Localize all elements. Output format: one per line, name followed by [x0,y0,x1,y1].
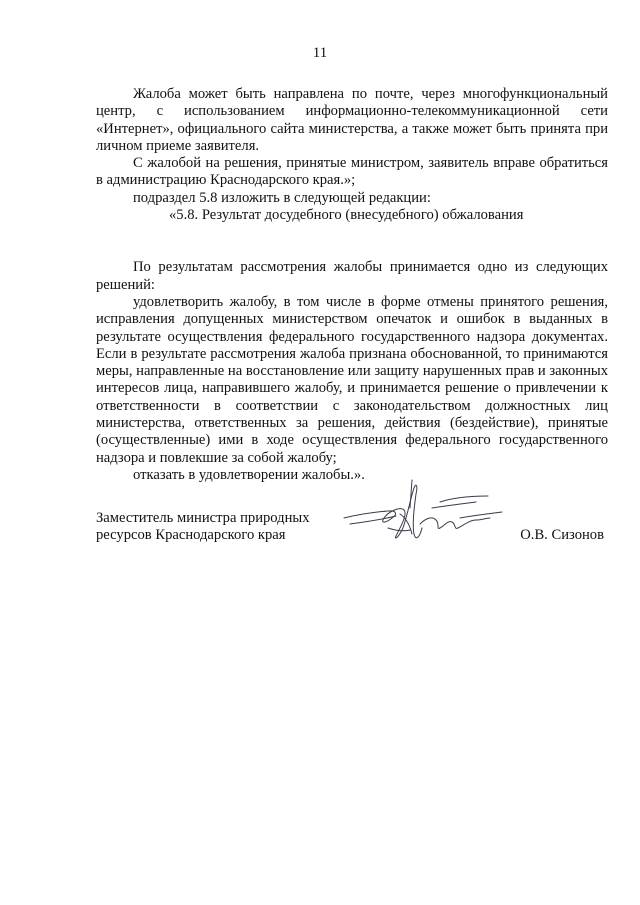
page-number: 11 [312,45,328,61]
paragraph-spacer [96,224,608,259]
paragraph-satisfy-complaint: удовлетворить жалобу, в том числе в форме отмены принятого решения, исправления допущенных министерством опечаток и ошибок в выданных в результате осуществления федерального государственного надзора документах. Если в результате рассмотрения жалоба признана обоснованной, то принимаются меры, направленные на восстановление или защиту нарушенных прав и законных интересов лица, направившего жалобу, и принимается решение о привлечении к ответственности в соответствии с законодательством должностных лиц министерства, ответственных за решения, действия (бездействие), принятые (осуществленные) ими в ходе осуществления федерального государственного надзора и повлекшие за собой жалобу; [96,293,608,466]
paragraph-subsection-instruction: подраздел 5.8 изложить в следующей редакции: [133,189,431,206]
paragraph-complaint-methods: Жалоба может быть направлена по почте, через многофункциональный центр, с использованием информационно-телекоммуникационной сети «Интернет», официального сайта министерства, а также может быть принята при личном приеме заявителя. [96,86,608,154]
paragraph-complaint-minister: С жалобой на решения, принятые министром, заявитель вправе обратиться в администрацию Краснодарского края.»; [96,155,608,189]
signatory-position [96,510,356,545]
signatory-position-line-2: ресурсов Краснодарского края [96,527,286,544]
signatory-position-line-1: Заместитель министра природных [96,510,310,526]
paragraph-decision-intro: По результатам рассмотрения жалобы принимается одно из следующих решений: [96,259,608,293]
signatory-name: О.В. Сизонов [520,527,604,543]
paragraph-refuse-complaint: отказать в удовлетворении жалобы.». [133,466,365,483]
handwritten-signature-icon [340,478,510,550]
section-heading: «5.8. Результат досудебного (внесудебного) обжалования [169,207,524,224]
document-body [96,86,608,484]
